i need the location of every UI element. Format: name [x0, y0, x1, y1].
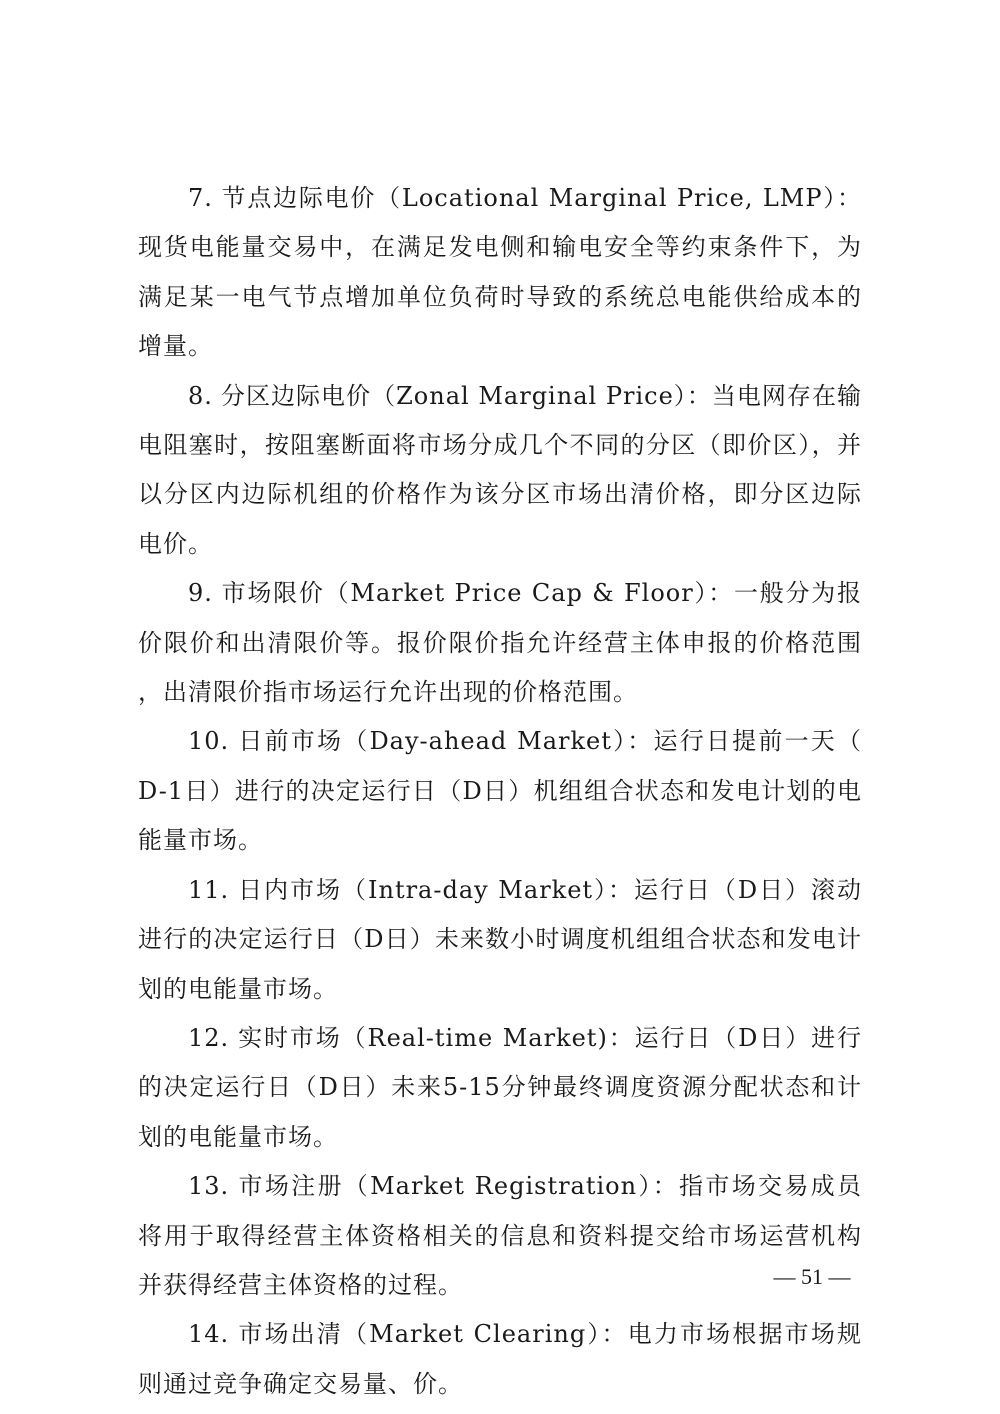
definition-14	[138, 1310, 862, 1409]
definition-number: 8.	[188, 381, 213, 410]
definition-text: 日前市场（Day-ahead Market）：运行日提前一天（D-1日）进行的决定运行日（D日）机组组合状态和发电计划的电能量市场。	[138, 727, 862, 855]
definition-7	[138, 174, 862, 372]
definition-text: 日内市场（Intra-day Market）：运行日（D日）滚动进行的决定运行日（D日）未来数小时调度机组组合状态和发电计划的电能量市场。	[138, 875, 862, 1003]
definition-text: 分区边际电价（Zonal Marginal Price）：当电网存在输电阻塞时，按阻塞断面将市场分成几个不同的分区（即价区），并以分区内边际机组的价格作为该分区市场出清价格，即分区边际电价。	[138, 381, 862, 558]
definition-number: 9.	[188, 579, 213, 608]
definition-number: 13.	[188, 1172, 230, 1201]
definition-number: 7.	[188, 184, 213, 212]
definitions-list	[138, 174, 862, 1409]
definition-number: 12.	[188, 1023, 230, 1052]
definition-text: 节点边际电价（Locational Marginal Price, LMP）：现货电能量交易中，在满足发电侧和输电安全等约束条件下，为满足某一电气节点增加单位负荷时导致的系统总电能供给成本的增量。	[138, 184, 862, 361]
definition-number: 10.	[188, 727, 230, 756]
definition-9	[138, 569, 862, 717]
definition-text: 市场出清（Market Clearing）：电力市场根据市场规则通过竞争确定交易量、价。	[138, 1320, 862, 1398]
definition-10	[138, 717, 862, 865]
definition-number: 14.	[188, 1320, 230, 1349]
page-number: — 51 —	[773, 1264, 851, 1289]
definition-8	[138, 372, 862, 570]
definition-13	[138, 1162, 862, 1310]
definition-11	[138, 866, 862, 1014]
definition-text: 市场限价（Market Price Cap & Floor）：一般分为报价限价和出清限价等。报价限价指允许经营主体申报的价格范围，出清限价指市场运行允许出现的价格范围。	[138, 579, 862, 707]
definition-number: 11.	[188, 875, 230, 904]
definition-text: 市场注册（Market Registration）：指市场交易成员将用于取得经营主体资格相关的信息和资料提交给市场运营机构并获得经营主体资格的过程。	[138, 1172, 862, 1299]
definition-12	[138, 1014, 862, 1162]
definition-text: 实时市场（Real-time Market)：运行日（D日）进行的决定运行日（D日）未来5-15分钟最终调度资源分配状态和计划的电能量市场。	[138, 1023, 862, 1151]
